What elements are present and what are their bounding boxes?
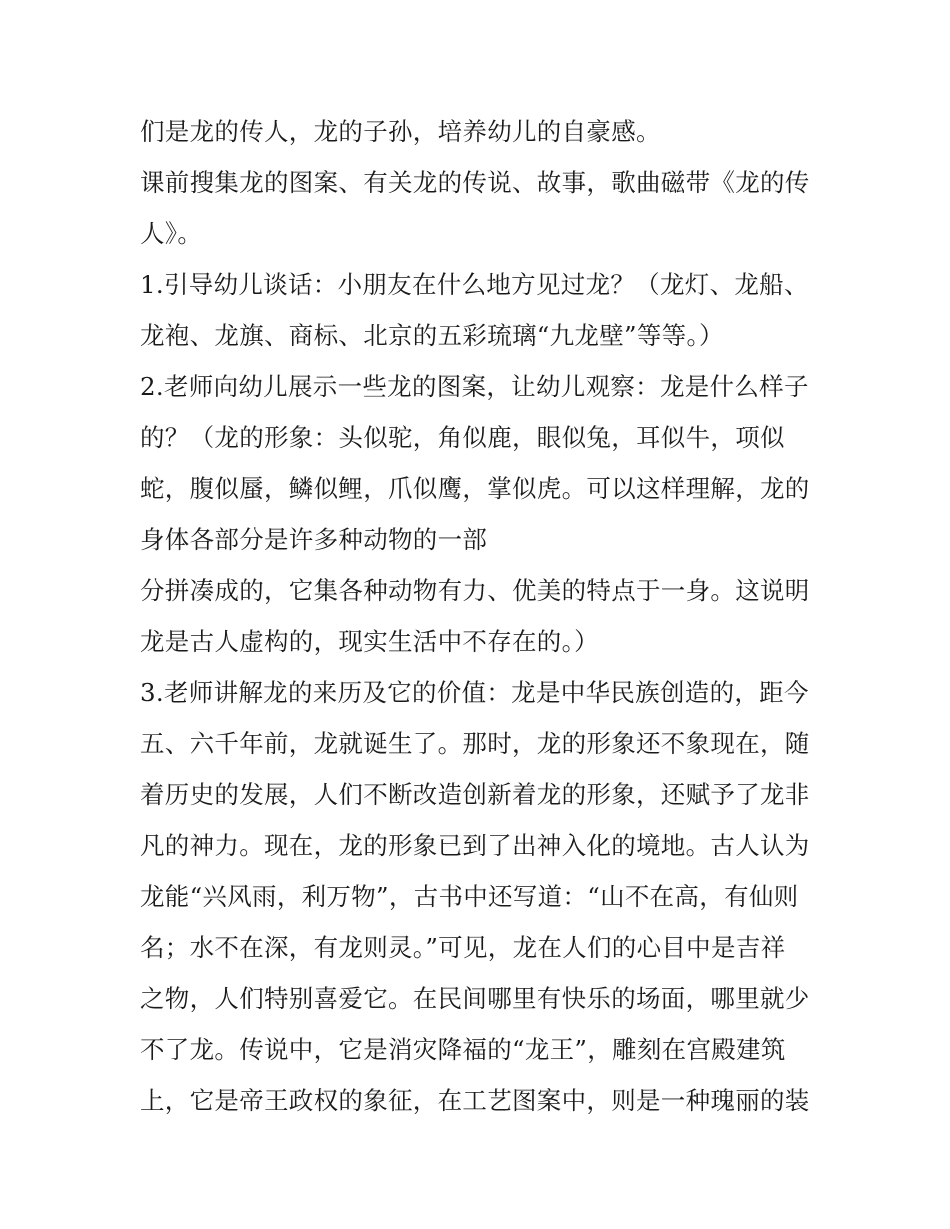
text-line: 之物，人们特别喜爱它。在民间哪里有快乐的场面，哪里就少: [140, 984, 810, 1013]
text-line: 人》。: [140, 219, 203, 248]
text-line: 蛇，腹似蜃，鳞似鲤，爪似鹰，掌似虎。可以这样理解，龙的: [140, 474, 810, 503]
text-line: 2.老师向幼儿展示一些龙的图案，让幼儿观察：龙是什么样子: [140, 372, 809, 401]
text-line: 们是龙的传人，龙的子孙，培养幼儿的自豪感。: [140, 117, 661, 146]
text-line: 分拼凑成的，它集各种动物有力、优美的特点于一身。这说明: [140, 576, 810, 605]
text-line: 龙袍、龙旗、商标、北京的五彩琉璃“九龙壁”等等。）: [140, 321, 724, 350]
text-line: 1.引导幼儿谈话：小朋友在什么地方见过龙？（龙灯、龙船、: [140, 270, 809, 299]
text-line: 龙是古人虚构的，现实生活中不存在的。）: [140, 627, 599, 656]
text-line: 凡的神力。现在，龙的形象已到了出神入化的境地。古人认为: [140, 831, 810, 860]
text-line: 五、六千年前，龙就诞生了。那时，龙的形象还不象现在，随: [140, 729, 810, 758]
text-line: 不了龙。传说中，它是消灾降福的“龙王”，雕刻在宫殿建筑: [140, 1035, 786, 1064]
body-text: [140, 106, 820, 1126]
text-line: 的？（龙的形象：头似驼，角似鹿，眼似兔，耳似牛，项似: [140, 423, 785, 452]
text-line: 身体各部分是许多种动物的一部: [140, 525, 488, 554]
text-line: 上，它是帝王政权的象征，在工艺图案中，则是一种瑰丽的装: [140, 1086, 810, 1115]
text-line: 着历史的发展，人们不断改造创新着龙的形象，还赋予了龙非: [140, 780, 810, 809]
text-line: 名；水不在深，有龙则灵。”可见，龙在人们的心目中是吉祥: [140, 933, 786, 962]
text-line: 课前搜集龙的图案、有关龙的传说、故事，歌曲磁带《龙的传: [140, 168, 810, 197]
text-line: 3.老师讲解龙的来历及它的价值：龙是中华民族创造的，距今: [140, 678, 809, 707]
text-line: 龙能“兴风雨，利万物”，古书中还写道：“山不在高，有仙则: [140, 882, 799, 911]
